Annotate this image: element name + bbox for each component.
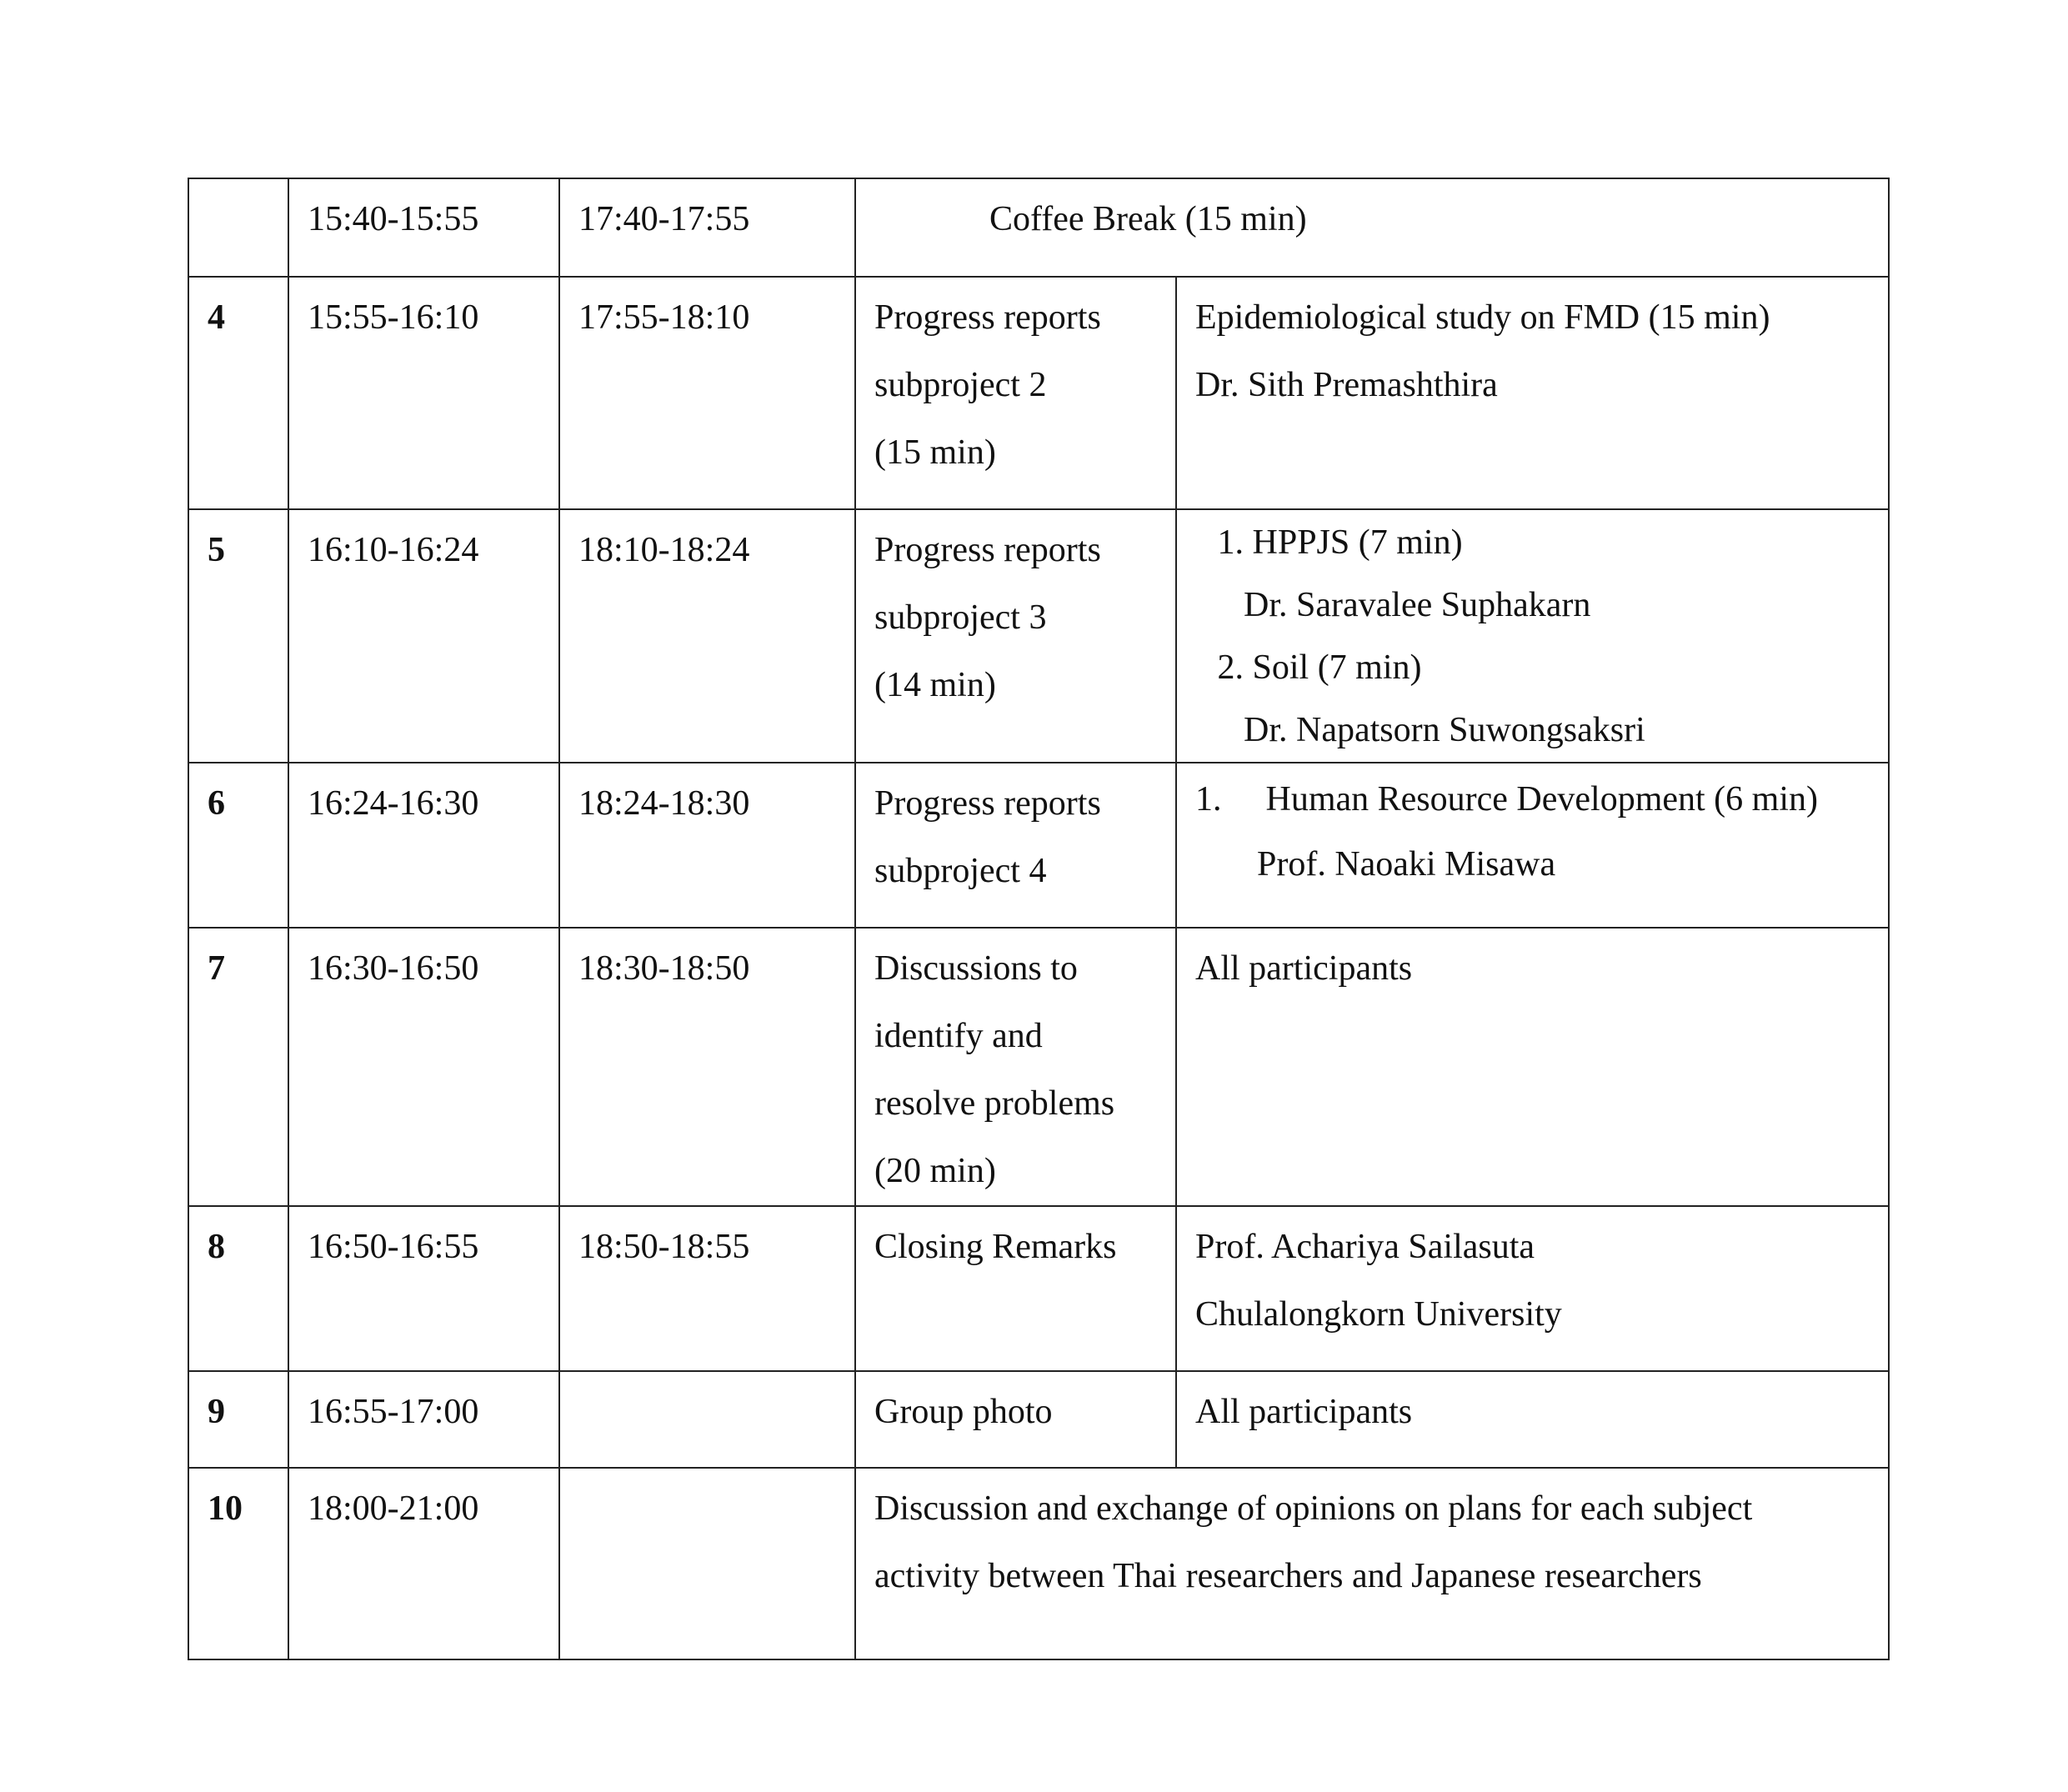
activity-cell [855,509,1176,763]
time-thailand: 16:30-16:50 [288,928,559,1206]
item-number: 7 [188,928,288,1206]
agenda-table [188,178,1890,1660]
list-marker: 1. [1217,523,1244,562]
detail-cell [1176,763,1889,928]
activity-cell [855,928,1176,1206]
item-number: 9 [188,1371,288,1468]
presentation-title: HPPJS (7 min) [1252,523,1463,562]
activity-line: identify and [874,1017,1043,1055]
activity-line: (20 min) [874,1152,996,1190]
list-item [1195,767,1870,832]
time-thailand: 16:55-17:00 [288,1371,559,1468]
table-row [188,1206,1889,1371]
detail-cell [1176,1371,1889,1468]
activity-cell [855,1468,1889,1659]
detail-line: Epidemiological study on FMD (15 min) [1195,298,1770,337]
detail-line: All participants [1195,1393,1413,1431]
item-number [188,178,288,277]
table-row [188,509,1889,763]
time-japan [559,1468,855,1659]
item-number: 4 [188,277,288,509]
activity-line: subproject 3 [874,598,1047,637]
time-thailand: 15:40-15:55 [288,178,559,277]
detail-cell [1176,277,1889,509]
detail-cell [1176,928,1889,1206]
activity-line: Progress reports [874,298,1101,337]
activity-line: Closing Remarks [874,1228,1117,1266]
presentation-list [1195,512,1870,762]
table-row [188,178,1889,277]
presentation-title: Soil (7 min) [1252,648,1422,687]
time-japan: 17:55-18:10 [559,277,855,509]
detail-cell [1176,1206,1889,1371]
table-row [188,928,1889,1206]
time-thailand: 15:55-16:10 [288,277,559,509]
activity-line: Group photo [874,1393,1053,1431]
list-item [1195,637,1870,699]
activity-cell [855,277,1176,509]
activity-line: Progress reports [874,531,1101,569]
activity-cell [855,763,1176,928]
detail-cell [1176,509,1889,763]
time-japan: 18:24-18:30 [559,763,855,928]
coffee-break-cell [855,178,1889,277]
time-japan: 18:30-18:50 [559,928,855,1206]
list-item [1195,512,1870,574]
detail-line: Chulalongkorn University [1195,1295,1562,1334]
activity-line: resolve problems [874,1084,1115,1123]
list-marker: 2. [1217,648,1244,687]
time-japan: 17:40-17:55 [559,178,855,277]
presenter-name: Prof. Naoaki Misawa [1257,845,1556,883]
detail-line: Dr. Sith Premashthira [1195,366,1498,404]
activity-cell [855,1206,1176,1371]
item-number: 6 [188,763,288,928]
time-japan: 18:10-18:24 [559,509,855,763]
table-row [188,277,1889,509]
detail-line: Prof. Achariya Sailasuta [1195,1228,1535,1266]
activity-line: Progress reports [874,784,1101,823]
time-thailand: 18:00-21:00 [288,1468,559,1659]
activity-line: activity between Thai researchers and Japanese researchers [874,1557,1702,1595]
table-row [188,763,1889,928]
presentation-title: Human Resource Development (6 min) [1265,780,1818,818]
item-number: 5 [188,509,288,763]
detail-line: All participants [1195,949,1413,988]
time-thailand: 16:10-16:24 [288,509,559,763]
presenter-name: Dr. Saravalee Suphakarn [1244,586,1591,624]
activity-cell [855,1371,1176,1468]
list-marker: 1. [1195,780,1222,818]
time-japan: 18:50-18:55 [559,1206,855,1371]
activity-line: subproject 2 [874,366,1047,404]
activity-line: subproject 4 [874,852,1047,890]
activity-line: (15 min) [874,433,996,472]
table-row [188,1371,1889,1468]
presentation-list [1195,767,1870,897]
time-thailand: 16:24-16:30 [288,763,559,928]
activity-line: (14 min) [874,666,996,704]
time-japan [559,1371,855,1468]
item-number: 8 [188,1206,288,1371]
table-row [188,1468,1889,1659]
time-thailand: 16:50-16:55 [288,1206,559,1371]
activity-line: Discussion and exchange of opinions on plans for each subject [874,1489,1753,1528]
activity-line: Discussions to [874,949,1078,988]
activity-line: Coffee Break (15 min) [989,200,1307,238]
presenter-name: Dr. Napatsorn Suwongsaksri [1244,711,1645,749]
item-number: 10 [188,1468,288,1659]
